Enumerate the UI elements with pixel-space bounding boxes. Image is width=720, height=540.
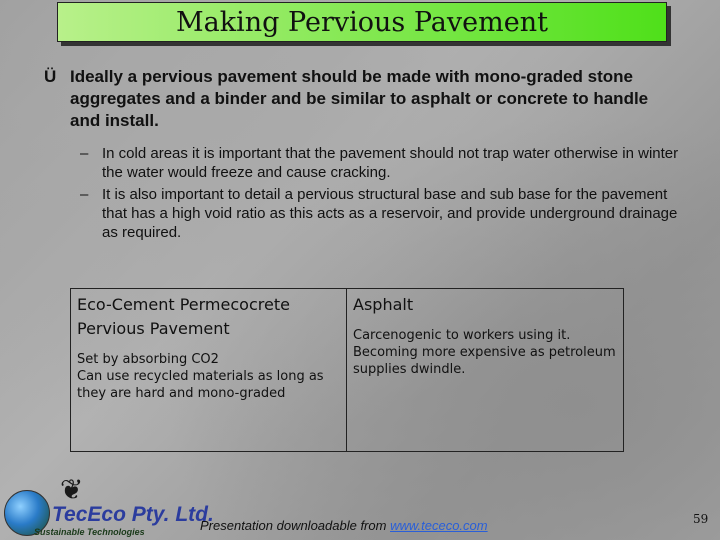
page-title: Making Pervious Pavement: [176, 6, 548, 38]
sub-bullet: [80, 144, 680, 182]
footer-text: Presentation downloadable from: [200, 518, 391, 533]
eco-cement-column: [77, 293, 339, 402]
page-number: 59: [693, 512, 709, 526]
logo-tagline: Sustainable Technologies: [34, 527, 145, 537]
footer: [200, 518, 488, 533]
sub-bullet: [80, 185, 680, 242]
asphalt-column: [353, 293, 621, 378]
main-bullet: [46, 66, 666, 132]
dash-icon: –: [80, 186, 89, 203]
sub-bullet-text: It is also important to detail a pervious structural base and sub base for the pavement that has a high void ratio as this acts as a reservoir, and provide underground drainage as required.: [102, 186, 678, 241]
column-divider: [346, 289, 347, 451]
column-line: Set by absorbing CO2: [77, 352, 219, 367]
company-logo: [0, 470, 214, 540]
column-line: Carcenogenic to workers using it.: [353, 328, 571, 343]
logo-company-name: TecEco Pty. Ltd.: [52, 503, 214, 526]
bullet-arrow-icon: Ü: [44, 67, 57, 86]
dash-icon: –: [80, 145, 89, 162]
sub-bullet-text: In cold areas it is important that the pavement should not trap water otherwise in winter the water would freeze and cause cracking.: [102, 145, 679, 181]
comparison-table: [70, 288, 624, 452]
bird-icon: ❦: [60, 473, 84, 506]
title-banner: [57, 2, 667, 42]
main-bullet-text: Ideally a pervious pavement should be made with mono-graded stone aggregates and a binder and be similar to asphalt or concrete to handle and install.: [70, 67, 649, 130]
column-line: Can use recycled materials as long as they are hard and mono-graded: [77, 369, 324, 401]
column-line: Becoming more expensive as petroleum supplies dwindle.: [353, 345, 616, 377]
column-heading: Asphalt: [353, 295, 414, 314]
sub-bullet-list: [80, 144, 680, 245]
footer-link[interactable]: www.tececo.com: [390, 518, 488, 533]
column-heading: Eco-Cement Permecocrete Pervious Pavement: [77, 295, 290, 338]
